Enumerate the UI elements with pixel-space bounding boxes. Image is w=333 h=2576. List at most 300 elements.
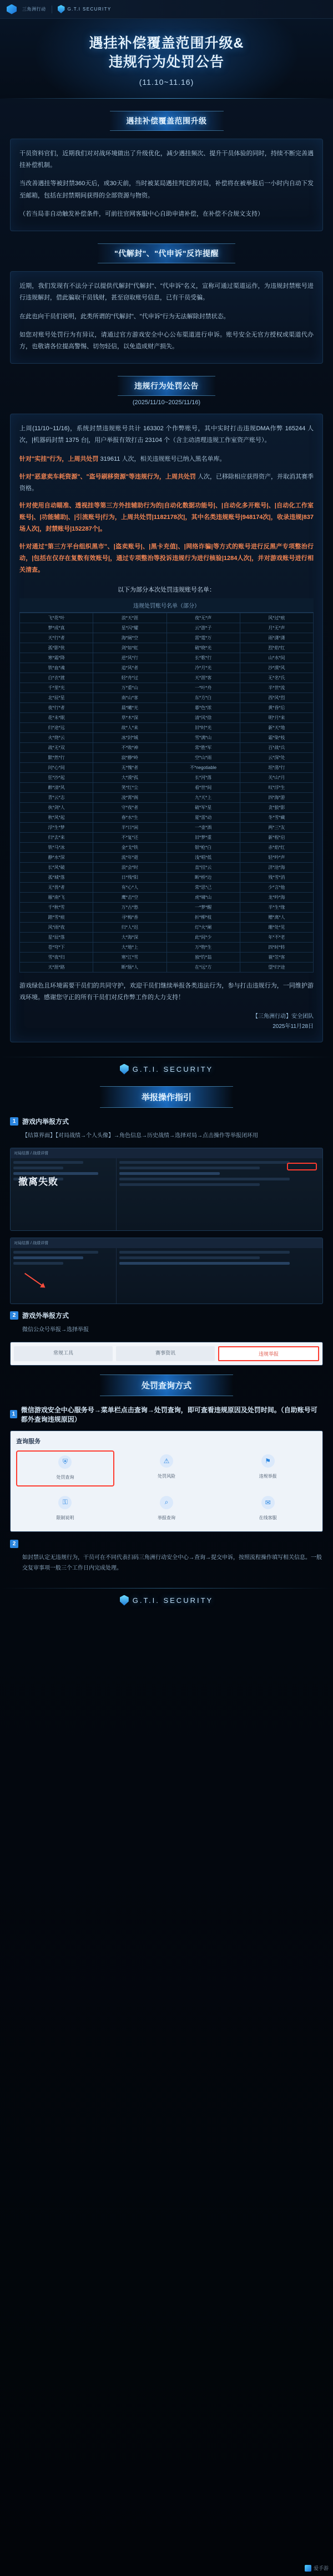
table-cell: 金*戈*铁	[93, 842, 167, 852]
step-description: 如封禁认定无违规行为，干员可在不同代表扫码三角洲行动安全中心→查询→提交申诉，按照流程操作填写相关信息。一般交复审事项一般三个工作日内完成处理。	[22, 1554, 322, 1571]
shield-icon: ⛨	[58, 1455, 72, 1469]
gti-mark	[120, 1595, 213, 1606]
table-cell: 旧*时*光	[167, 722, 240, 732]
step-title: 游戏内举报方式	[22, 1117, 69, 1126]
penalty-card	[10, 414, 323, 1042]
penalty-item-text: 人次，已移除相应获得资产，并取消其赛季资格。	[19, 473, 314, 492]
step-head	[10, 1540, 323, 1548]
service-grid	[16, 1450, 317, 1526]
table-cell: 归*去*来	[20, 832, 93, 842]
table-cell: 飞*花*叶	[20, 613, 93, 623]
table-cell: 孤*影*侠	[20, 643, 93, 653]
gti-mark	[120, 1064, 213, 1075]
table-row	[20, 882, 314, 892]
penalty-item-tag: 针对"恶意卖车耗资源"、"盗号刷移资源"等违规行为，上周共处罚	[19, 473, 196, 480]
table-cell: 年*不*老	[240, 932, 313, 942]
signature-date: 2025年11月28日	[273, 1023, 314, 1030]
table-body	[20, 613, 314, 972]
table-caption: 违规处罚账号名单（部分）	[19, 598, 314, 613]
table-row	[20, 932, 314, 942]
table-cell: 长*歌*行	[167, 653, 240, 663]
table-cell: 凌*霄*阁	[93, 792, 167, 802]
section-banner-fraud-warning	[50, 243, 283, 263]
step-number: 2	[10, 1540, 18, 1548]
table-cell: 无*名*氏	[240, 673, 313, 683]
table-cell: 坦*荡*行	[240, 762, 313, 772]
table-cell: 火*烧*云	[20, 732, 93, 742]
page-title-line1: 遇挂补偿覆盖范围升级&	[89, 35, 244, 51]
table-row	[20, 772, 314, 782]
service-item-违规举报[interactable]	[219, 1450, 317, 1486]
table-cell: 月*无*声	[240, 623, 313, 633]
penalty-item	[19, 541, 314, 576]
table-cell: 折*柳*枝	[167, 912, 240, 922]
table-row	[20, 952, 314, 962]
table-cell: 龙*吟*海	[240, 892, 313, 902]
service-item-处罚查询[interactable]	[16, 1450, 114, 1486]
table-cell: 梦*成*真	[20, 623, 93, 633]
placeholder-line	[119, 1262, 290, 1265]
table-cell: 万*重*山	[93, 683, 167, 693]
table-cell: 鹰*击*空	[93, 892, 167, 902]
table-cell: 不*败*神	[93, 742, 167, 752]
table-cell: 狂*沙*起	[20, 772, 93, 782]
screenshot-body	[11, 1248, 322, 1304]
table-cell: 静*水*深	[20, 852, 93, 862]
table-row	[20, 712, 314, 722]
table-cell: 雪*满*山	[167, 732, 240, 742]
penalty-item	[19, 454, 314, 465]
screenshot-titlebar-label: 对局结算 / 战绩详情	[14, 1241, 48, 1245]
table-cell: 秋*风*起	[20, 812, 93, 822]
step-description: 微信公众号举报→选择举报	[22, 1326, 89, 1333]
service-item-label: 处罚查询	[56, 1474, 74, 1480]
table-cell: 万*物*生	[167, 942, 240, 952]
table-cell: 赠*离*人	[240, 912, 313, 922]
table-row	[20, 653, 314, 663]
table-cell: 执*剑*人	[20, 802, 93, 812]
step-title: 游戏外举报方式	[22, 1311, 69, 1320]
table-cell: 海*阔*空	[93, 633, 167, 643]
report-step-1	[10, 1117, 323, 1141]
table-row	[20, 852, 314, 862]
table-row	[20, 702, 314, 712]
table-cell: 天*涯*路	[20, 962, 93, 972]
table-cell: 常*思*己	[167, 882, 240, 892]
table-row	[20, 762, 314, 772]
table-cell: 断*肠*人	[93, 962, 167, 972]
table-row	[20, 922, 314, 932]
table-cell: 笑*红*尘	[93, 782, 167, 792]
screenshot-left-panel	[11, 1158, 117, 1230]
placeholder-line	[13, 1251, 98, 1254]
table-cell: 默*然*行	[20, 752, 93, 762]
table-cell: 轻*舟*过	[93, 673, 167, 683]
table-cell: 明*月*来	[240, 712, 313, 722]
shield-icon	[120, 1064, 129, 1075]
table-cell: 残*雪*消	[240, 872, 313, 882]
table-cell: 大*漠*孤	[93, 772, 167, 782]
compensation-paragraph: （若当局非自动触发补偿条件，可前往官网客服中心自助申请补偿，在补偿不合规文支持）	[19, 211, 264, 218]
table-cell: 北*辰*星	[20, 693, 93, 702]
table-cell: 灯*火*阑	[167, 922, 240, 932]
table-cell: 烈*焰*红	[240, 643, 313, 653]
table-cell: 寂*静*岭	[93, 752, 167, 762]
service-item-在线客服[interactable]	[219, 1492, 317, 1526]
placeholder-line	[119, 1183, 260, 1186]
divider-line	[0, 1588, 333, 1589]
table-cell: 夜*无*声	[167, 613, 240, 623]
penalty-item	[19, 471, 314, 495]
fraud-paragraph: 如您对账号处罚行为有异议，请通过官方游戏安全中心公布渠道进行申诉。账号安全无官方授权或渠道代办方，也敬请各位提高警惕、切勿轻信，以免造成财产损失。	[19, 332, 314, 350]
table-cell: 一*梦*醒	[167, 902, 240, 912]
service-item-label: 限制说明	[56, 1515, 74, 1520]
signature-team: 【三角洲行动】安全团队	[253, 1013, 314, 1020]
service-panel-title: 查询服务	[16, 1438, 41, 1445]
penalty-date-range: (2025/11/10~2025/11/16)	[132, 399, 201, 406]
table-row	[20, 822, 314, 832]
table-cell: 冬*雪*藏	[240, 812, 313, 822]
table-row	[20, 722, 314, 732]
step-number: 2	[10, 1311, 18, 1320]
table-cell: 常*胜*军	[167, 742, 240, 752]
table-row	[20, 683, 314, 693]
step-title: 微信游戏安全中心服务号→菜单栏点击查询→处罚查询，即可查看违规原因及处罚时间。（自助账号可都外查询违规原因）	[21, 1406, 317, 1423]
menu-tab-report[interactable]: 违规举报	[218, 1346, 319, 1361]
placeholder-line	[13, 1262, 63, 1265]
table-cell: 新*天*地	[240, 722, 313, 732]
chat-icon: ✉	[261, 1496, 275, 1509]
table-row	[20, 862, 314, 872]
table-cell: 旧*梦*重	[167, 832, 240, 842]
step-number: 1	[10, 1410, 17, 1418]
table-cell: 一*壶*酒	[167, 822, 240, 832]
closing-paragraph: 游戏绿色且环境需要干员们的共同守护，欢迎干员们继续举报各类违法行为，参与打击违规行为，一同维护游戏环境。感谢您守正的所有干员们对反作弊工作的大力支持！	[19, 982, 314, 1001]
table-cell: 冷*月*光	[167, 663, 240, 673]
delta-logo-icon	[7, 4, 17, 14]
placeholder-line	[119, 1256, 260, 1259]
screenshot-result-label: 撤离失败	[18, 1176, 58, 1187]
table-cell: 星*辰*落	[20, 932, 93, 942]
service-item-举报查询[interactable]	[118, 1492, 216, 1526]
placeholder-line	[119, 1178, 290, 1180]
table-cell: 半*日*闲	[93, 822, 167, 832]
footer-gti	[0, 1588, 333, 1608]
table-cell: 百*战*兵	[240, 742, 313, 752]
footer-gti-label: G.T.I. SECURITY	[132, 1596, 214, 1605]
table-row	[20, 693, 314, 702]
table-cell: 青*云*志	[20, 792, 93, 802]
query-step-1	[10, 1405, 323, 1424]
query-step-2	[10, 1540, 323, 1574]
step-number: 1	[10, 1117, 18, 1126]
table-cell: 蓑*笠*客	[240, 952, 313, 962]
table-cell: 大*海*深	[93, 932, 167, 942]
section-banner-label: "代解封"、"代申诉"反诈提醒	[98, 243, 235, 263]
table-cell: 轻*吟*声	[240, 852, 313, 862]
table-row	[20, 643, 314, 653]
gti-divider	[0, 1057, 333, 1077]
service-item-label: 处罚风险	[157, 1473, 175, 1479]
gti-brand	[58, 5, 112, 13]
table-cell: 四*时*转	[240, 942, 313, 952]
table-cell: 夜*行*者	[20, 702, 93, 712]
screenshot-titlebar	[11, 1238, 322, 1248]
service-item-处罚风险[interactable]	[118, 1450, 216, 1486]
table-row	[20, 742, 314, 752]
table-cell: 关*山*月	[240, 772, 313, 782]
table-cell: 破*晓*光	[167, 643, 240, 653]
step-head	[10, 1117, 323, 1126]
penalty-intro: 上周(11/10~11/16)，系统封禁违规账号共计 163302 个作弊账号，其中实时打击违规DMA作弊 165244 人次，|机器码封禁 1375 台|，用户举报有效打击 23104 个（含主动清理违规工作室资产账号）。	[19, 425, 314, 444]
table-cell: 无*愧*者	[93, 762, 167, 772]
penalty-item-tag: 针对使用自动瞄准、透视挂等第三方外挂辅助行为的|自动化数据功能号|、|自动化多开账号|、|自动化工作室账号|、|功能辅助|、|引流账号|行为，上周共处罚|1182178次|，其中名类违规账号|948174次|，收录违规|837 场人次|，封禁账号|152287个|。	[19, 502, 314, 533]
table-cell: 长*风*破	[20, 862, 93, 872]
table-cell: 不*negotiable	[167, 762, 240, 772]
watermark-label: 爱手游	[313, 2565, 329, 2571]
table-row	[20, 832, 314, 842]
service-item-限制说明[interactable]	[16, 1492, 114, 1526]
table-row	[20, 902, 314, 912]
table-cell: 一*叶*舟	[167, 683, 240, 693]
table-row	[20, 812, 314, 822]
search-icon: ⌕	[160, 1496, 173, 1509]
placeholder-line	[119, 1167, 260, 1169]
table-cell: 虎*啸*山	[167, 892, 240, 902]
table-cell: 东*方*白	[167, 693, 240, 702]
hero-date-range: (11.10~11.16)	[139, 77, 194, 86]
page-title-line2: 违规行为处罚公告	[108, 54, 224, 70]
screenshot-body	[11, 1158, 322, 1230]
table-cell: 云*深*处	[240, 752, 313, 762]
table-cell: 在*远*方	[167, 962, 240, 972]
table-cell: 浅*唱*低	[167, 852, 240, 862]
table-cell: 问*心*间	[20, 762, 93, 772]
security-center-screenshot	[10, 1430, 323, 1532]
table-cell: 天*涯*客	[167, 673, 240, 683]
table-cell: 济*沧*海	[240, 862, 313, 872]
table-row	[20, 613, 314, 623]
wechat-menu-screenshot	[10, 1342, 323, 1366]
table-cell: 直*挂*云	[167, 862, 240, 872]
menu-tab-news[interactable]: 赛事资讯	[116, 1346, 215, 1361]
table-cell: 风*过*痕	[240, 613, 313, 623]
table-row	[20, 842, 314, 852]
table-row	[20, 623, 314, 633]
section-banner-label: 违规行为处罚公告	[118, 376, 215, 396]
table-cell: 西*风*烈	[240, 693, 313, 702]
ingame-record-screenshot	[10, 1238, 323, 1304]
table-row	[20, 962, 314, 972]
table-row	[20, 802, 314, 812]
guide-title-penalty-query: 处罚查询方式	[100, 1374, 233, 1396]
table-cell: 雪*夜*归	[20, 952, 93, 962]
table-cell: 雨*潇*潇	[240, 633, 313, 643]
table-cell: 寒*江*雪	[93, 952, 167, 962]
menu-tab-tools[interactable]: 常规工具	[14, 1346, 113, 1361]
table-cell: 有*心*人	[93, 882, 167, 892]
table-cell: 归*人*迟	[93, 922, 167, 932]
table-cell: 黄*昏*后	[240, 702, 313, 712]
screenshot-right-panel	[117, 1248, 322, 1304]
compensation-paragraph: 干员资料官们，近期我们对对战环境做出了升级优化，减少遇挂频次、提升干员体验的同时，持续不断完善遇挂补偿机制。	[19, 150, 314, 169]
table-cell: 千*秋*雪	[20, 902, 93, 912]
table-cell: 雁*南*飞	[20, 892, 93, 902]
table-cell: 白*衣*渡	[20, 673, 93, 683]
gti-label: G.T.I SECURITY	[67, 7, 112, 12]
section-banner-label: 遇挂补偿覆盖范围升级	[110, 111, 224, 131]
top-bar	[0, 0, 333, 19]
step-head	[10, 1405, 323, 1424]
table-cell: 暮*色*浓	[167, 702, 240, 712]
table-cell: 草*木*深	[93, 712, 167, 722]
table-cell: 看*世*间	[167, 782, 240, 792]
table-cell: 万*古*愁	[93, 902, 167, 912]
placeholder-line	[119, 1251, 290, 1254]
signature	[19, 1012, 314, 1032]
table-cell: 贪*狼*影	[240, 802, 313, 812]
penalty-item	[19, 500, 314, 535]
step-head	[10, 1311, 323, 1320]
table-row	[20, 872, 314, 882]
table-cell: 破*军*星	[167, 802, 240, 812]
table-cell: 珊*处*见	[240, 922, 313, 932]
table-cell: 孤*城*落	[20, 872, 93, 882]
table-cell: 银*枪*白	[167, 842, 240, 852]
table-cell: 逆*风*行	[93, 653, 167, 663]
table-row	[20, 732, 314, 742]
watermark	[305, 2564, 329, 2572]
gti-divider-label: G.T.I. SECURITY	[132, 1065, 214, 1073]
table-row	[20, 663, 314, 673]
table-cell: 花*未*眠	[20, 712, 93, 722]
table-cell: 不*复*还	[93, 832, 167, 842]
table-cell: 长*河*落	[167, 772, 240, 782]
hero-header	[0, 19, 333, 99]
screenshot-titlebar	[11, 1148, 322, 1158]
fraud-paragraph: 近期，我们发现有不法分子以提供代解封"代解封"、"代申诉"名义，宣称可通过渠道运作，为违规封禁账号进行违规解封，借此骗取干员钱财，甚至窃取账号信息，已有干员受骗。	[19, 282, 314, 302]
table-cell: 风*雨*夜	[20, 922, 93, 932]
alert-icon: ⚠	[160, 1454, 173, 1468]
table-cell: 无*畏*者	[20, 882, 93, 892]
table-note: 以下为部分本次处罚违规账号名单：	[118, 586, 215, 593]
table-cell: 大*地*上	[93, 942, 167, 952]
table-cell: 两*三*友	[240, 822, 313, 832]
table-row	[20, 912, 314, 922]
table-cell: 踏*雪*痕	[20, 912, 93, 922]
table-cell: 寒*霜*降	[20, 653, 93, 663]
fraud-warning-card	[10, 271, 323, 364]
table-cell: 雷*霆*万	[167, 633, 240, 643]
table-row	[20, 792, 314, 802]
table-cell: 晨*曦*光	[93, 702, 167, 712]
ingame-result-screenshot	[10, 1148, 323, 1231]
table-cell: 浮*生*梦	[20, 822, 93, 832]
table-cell: 山*水*间	[240, 653, 313, 663]
table-row	[20, 892, 314, 902]
penalty-item-tag: 针对"实挂"行为，上周共处罚	[19, 455, 99, 462]
guide-title-report: 举报操作指引	[100, 1086, 233, 1108]
table-cell: 此*间*少	[167, 932, 240, 942]
footer-divider	[0, 1588, 333, 1608]
step-description: 【结算界面】【对局战绩→个人头像】→角色信息→历史战绩→选择对局→点击操作等举报闭环用	[22, 1132, 258, 1139]
table-cell: 故*人*来	[93, 722, 167, 732]
table-cell: 日*残*阳	[93, 872, 167, 882]
highlight-box	[287, 1163, 317, 1170]
shield-icon	[58, 5, 65, 13]
table-cell: 铁*血*魂	[20, 663, 93, 673]
section-banner-penalty	[50, 376, 283, 406]
table-cell: 流*年*逝	[93, 852, 167, 862]
table-cell: 寻*梅*香	[93, 912, 167, 922]
placeholder-line	[13, 1167, 63, 1169]
banned-accounts-table	[19, 598, 314, 973]
lock-icon: ⚿	[58, 1496, 72, 1509]
table-cell: 浪*会*时	[93, 862, 167, 872]
table-cell: 战*无*双	[20, 742, 93, 752]
table-cell: 半*生*缘	[240, 902, 313, 912]
shield-icon	[120, 1595, 129, 1606]
table-cell: 沙*漠*风	[240, 663, 313, 673]
table-cell: 醉*清*风	[20, 782, 93, 792]
table-cell: 星*闪*耀	[93, 623, 167, 633]
table-cell: 九*天*上	[167, 792, 240, 802]
table-row	[20, 633, 314, 643]
page-title	[11, 34, 322, 72]
table-cell: 千*里*光	[20, 683, 93, 693]
brand-left-label: 三角洲行动	[22, 7, 46, 12]
compensation-card	[10, 139, 323, 231]
table-cell: 望*归*途	[240, 962, 313, 972]
screenshot-left-panel	[11, 1248, 117, 1304]
table-cell: 清*风*徐	[167, 712, 240, 722]
table-row	[20, 942, 314, 952]
placeholder-line	[13, 1256, 83, 1259]
table-cell: 赤*焰*红	[240, 842, 313, 852]
table-cell: 铁*马*冰	[20, 842, 93, 852]
table-cell: 冰*封*城	[93, 732, 167, 742]
compensation-paragraph: 当改善遇挂等被封禁360天后，或30天前，当时被某局遇挂判定的对局，补偿将在被举报后一小时内自动下发至邮箱，包括在封禁期间获得的全部资源与物资。	[19, 180, 314, 199]
table-row	[20, 752, 314, 762]
placeholder-line	[13, 1161, 83, 1164]
table-cell: 守*夜*者	[93, 802, 167, 812]
table-cell: 夏*雷*动	[167, 812, 240, 822]
table-cell: 叹*浮*生	[240, 782, 313, 792]
placeholder-line	[119, 1172, 219, 1175]
table-cell: 断*桥*边	[167, 872, 240, 882]
table-cell: 春*水*生	[93, 812, 167, 822]
table-cell: 半*世*流	[240, 683, 313, 693]
table-cell: 南*山*客	[93, 693, 167, 702]
table-cell: 云*游*子	[167, 623, 240, 633]
placeholder-line	[119, 1161, 290, 1164]
section-banner-compensation	[50, 111, 283, 131]
table-cell: 追*风*者	[93, 663, 167, 673]
table-cell: 天*行*者	[20, 633, 93, 643]
watermark-icon	[305, 2565, 311, 2572]
flag-icon: ⚑	[261, 1454, 275, 1468]
table-cell: 苍*穹*下	[20, 942, 93, 952]
report-step-2	[10, 1311, 323, 1335]
penalty-item-text: 319611 人次，相关违规账号已纳入黑名单库。	[100, 455, 226, 462]
service-item-label: 违规举报	[259, 1473, 277, 1479]
table-cell: 归*途*远	[20, 722, 93, 732]
table-cell: 剑*如*虹	[93, 643, 167, 653]
service-item-label: 在线客服	[259, 1515, 277, 1520]
table-row	[20, 782, 314, 792]
service-item-label: 举报查询	[157, 1515, 175, 1520]
screenshot-titlebar-label: 对局结算 / 战绩详情	[14, 1151, 48, 1155]
